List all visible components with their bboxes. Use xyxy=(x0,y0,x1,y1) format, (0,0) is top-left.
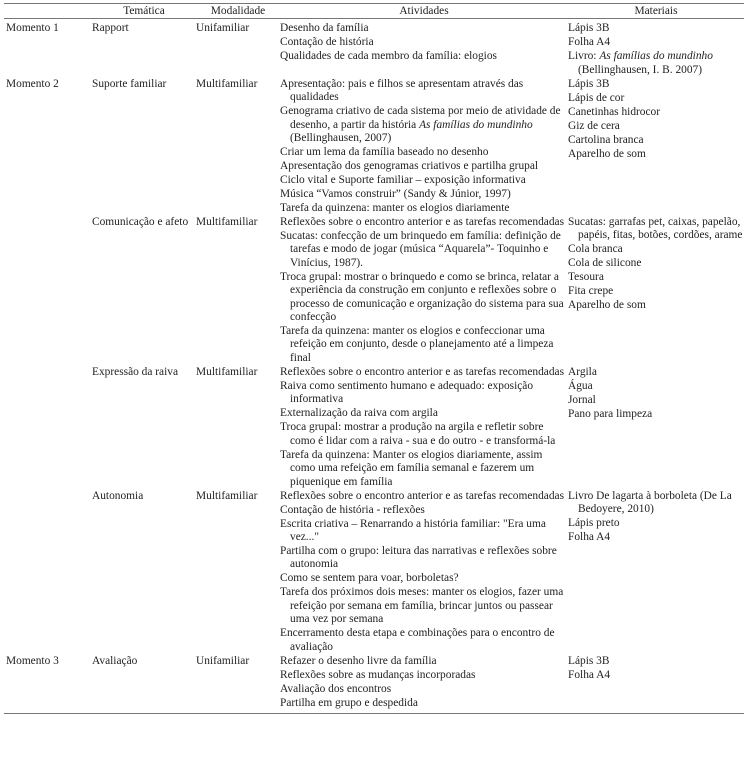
text-segment: Encerramento desta etapa e combinações para o encontro de avaliação xyxy=(280,627,555,653)
text-segment: Livro: xyxy=(568,50,600,63)
text-segment: Cartolina branca xyxy=(568,133,644,146)
text-segment: Contação de história - reflexões xyxy=(280,503,425,516)
tematica-cell: Avaliação xyxy=(92,654,138,667)
material-item xyxy=(568,216,744,243)
atividade-item xyxy=(280,188,568,201)
table-row xyxy=(4,78,744,216)
text-segment: Lápis 3B xyxy=(568,77,610,90)
materiais-cell xyxy=(568,655,744,714)
text-segment: Raiva como sentimento humano e adequado: exposição informativa xyxy=(280,379,534,406)
materiais-cell xyxy=(568,78,744,216)
text-segment: Troca grupal: mostrar o brinquedo e como se brinca, relatar a experiência da construção em conjunto e reflexões sobre o processo de comunicação e organização do sistema para sua confecção xyxy=(280,270,564,324)
tematica-cell: Comunicação e afeto xyxy=(92,216,189,229)
text-segment: Tesoura xyxy=(568,271,604,284)
momento-cell: Momento 3 xyxy=(6,654,59,667)
text-segment: Reflexões sobre o encontro anterior e as tarefas recomendadas xyxy=(280,489,565,502)
italic-title: As famílias do mundinho xyxy=(599,50,713,63)
atividades-cell xyxy=(280,19,568,78)
material-item xyxy=(568,299,744,312)
atividade-item xyxy=(280,160,568,173)
text-segment: Giz de cera xyxy=(568,119,620,132)
text-segment: Apresentação dos genogramas criativos e partilha grupal xyxy=(280,160,539,173)
table-row xyxy=(4,216,744,366)
text-segment: Sucatas: garrafas pet, caixas, papelão, papéis, fitas, botões, cordões, arame xyxy=(568,216,743,242)
text-segment: Fita crepe xyxy=(568,285,614,298)
table-row xyxy=(4,366,744,490)
modalidade-cell: Multifamiliar xyxy=(196,489,258,502)
material-item xyxy=(568,120,744,133)
atividade-item xyxy=(280,504,568,517)
atividade-item xyxy=(280,421,568,448)
session-plan-table xyxy=(4,3,744,714)
atividade-item xyxy=(280,325,568,365)
atividade-item xyxy=(280,50,568,63)
tematica-cell: Rapport xyxy=(92,22,129,35)
atividades-cell xyxy=(280,366,568,490)
text-segment: Lápis 3B xyxy=(568,22,610,35)
text-segment: Qualidades de cada membro da família: elogios xyxy=(280,50,497,63)
header-momento xyxy=(4,4,92,19)
material-item xyxy=(568,285,744,298)
modalidade-cell: Multifamiliar xyxy=(196,365,258,378)
atividade-item xyxy=(280,490,568,503)
atividade-item xyxy=(280,202,568,215)
atividade-item xyxy=(280,380,568,407)
text-segment: Refazer o desenho livre da família xyxy=(280,654,437,667)
text-segment: Jornal xyxy=(568,393,596,406)
text-segment: Externalização da raiva com argila xyxy=(280,407,438,420)
atividades-cell xyxy=(280,216,568,366)
tematica-cell: Suporte familiar xyxy=(92,77,167,90)
text-segment: Lápis preto xyxy=(568,516,620,529)
text-segment: Genograma criativo de cada sistema por meio de atividade de desenho, a partir da história xyxy=(280,105,561,131)
atividade-item xyxy=(280,22,568,35)
text-segment: Tarefa dos próximos dois meses: manter os elogios, fazer uma refeição por semana em família, brincar juntos ou passear uma vez por semana xyxy=(280,586,564,626)
text-segment: Cola branca xyxy=(568,243,623,256)
atividade-item xyxy=(280,407,568,420)
text-segment: Pano para limpeza xyxy=(568,407,653,420)
material-item xyxy=(568,669,744,682)
header-atividades: Atividades xyxy=(280,4,568,19)
material-item xyxy=(568,366,744,379)
material-item xyxy=(568,106,744,119)
text-segment: (Bellinghausen, I. B. 2007) xyxy=(578,63,703,76)
atividade-item xyxy=(280,105,568,145)
modalidade-cell: Unifamiliar xyxy=(196,22,250,35)
text-segment: Lápis de cor xyxy=(568,91,625,104)
text-segment: Aparelho de som xyxy=(568,299,646,312)
header-materiais: Materiais xyxy=(568,4,744,19)
atividade-item xyxy=(280,174,568,187)
atividade-item xyxy=(280,146,568,159)
text-segment: Ciclo vital e Suporte familiar – exposição informativa xyxy=(280,174,526,187)
text-segment: Água xyxy=(568,379,593,392)
text-segment: Tarefa da quinzena: Manter os elogios diariamente, assim como uma refeição em família semanal e fazerem um piquenique em família xyxy=(280,448,543,488)
atividade-item xyxy=(280,271,568,325)
text-segment: Tarefa da quinzena: manter os elogios e confeccionar uma refeição em conjunto, desde o planejamento até a limpeza final xyxy=(280,325,554,364)
atividades-cell xyxy=(280,78,568,216)
material-item xyxy=(568,271,744,284)
momento-cell: Momento 2 xyxy=(6,77,59,90)
text-segment: (Bellinghausen, 2007) xyxy=(290,132,392,145)
atividade-item xyxy=(280,366,568,379)
material-item xyxy=(568,78,744,91)
text-segment: Canetinhas hidrocor xyxy=(568,105,661,118)
text-segment: Folha A4 xyxy=(568,668,611,681)
atividade-item xyxy=(280,669,568,682)
modalidade-cell: Unifamiliar xyxy=(196,654,250,667)
atividade-item xyxy=(280,627,568,654)
modalidade-cell: Multifamiliar xyxy=(196,77,258,90)
materiais-cell xyxy=(568,19,744,78)
momento-cell xyxy=(4,490,92,655)
header-row xyxy=(4,4,744,19)
text-segment: Argila xyxy=(568,365,597,378)
atividade-item xyxy=(280,36,568,49)
material-item xyxy=(568,531,744,544)
text-segment: Folha A4 xyxy=(568,36,611,49)
material-item xyxy=(568,517,744,530)
atividade-item xyxy=(280,216,568,229)
atividade-item xyxy=(280,572,568,585)
text-segment: Como se sentem para voar, borboletas? xyxy=(280,572,459,585)
text-segment: Desenho da família xyxy=(280,22,369,35)
atividades-cell xyxy=(280,655,568,714)
text-segment: Reflexões sobre o encontro anterior e as tarefas recomendadas xyxy=(280,216,565,229)
material-item xyxy=(568,394,744,407)
text-segment: Apresentação: pais e filhos se apresentam através das qualidades xyxy=(280,77,524,104)
text-segment: Criar um lema da família baseado no desenho xyxy=(280,146,489,159)
material-item xyxy=(568,380,744,393)
text-segment: Reflexões sobre o encontro anterior e as tarefas recomendadas xyxy=(280,365,565,378)
text-segment: Partilha com o grupo: leitura das narrativas e reflexões sobre autonomia xyxy=(280,544,557,571)
material-item xyxy=(568,22,744,35)
momento-cell xyxy=(4,366,92,490)
modalidade-cell: Multifamiliar xyxy=(196,216,258,229)
momento-cell xyxy=(4,216,92,366)
text-segment: Lápis 3B xyxy=(568,654,610,667)
material-item xyxy=(568,408,744,421)
materiais-cell xyxy=(568,490,744,655)
atividade-item xyxy=(280,586,568,626)
material-item xyxy=(568,148,744,161)
material-item xyxy=(568,92,744,105)
table-row xyxy=(4,490,744,655)
text-segment: Avaliação dos encontros xyxy=(280,682,392,695)
material-item xyxy=(568,134,744,147)
text-segment: Tarefa da quinzena: manter os elogios diariamente xyxy=(280,202,510,215)
atividade-item xyxy=(280,230,568,270)
header-tematica: Temática xyxy=(92,4,196,19)
table-row xyxy=(4,19,744,78)
material-item xyxy=(568,655,744,668)
material-item xyxy=(568,243,744,256)
material-item xyxy=(568,257,744,270)
text-segment: Escrita criativa – Renarrando a história familiar: "Era uma vez..." xyxy=(280,517,546,543)
atividade-item xyxy=(280,683,568,696)
text-segment: Livro De lagarta à borboleta (De La Bedoyere, 2010) xyxy=(568,489,732,515)
atividade-item xyxy=(280,697,568,710)
header-modalidade: Modalidade xyxy=(196,4,280,19)
text-segment: Música “Vamos construir” (Sandy & Júnior, 1997) xyxy=(280,188,511,201)
text-segment: Cola de silicone xyxy=(568,257,642,270)
atividades-cell xyxy=(280,490,568,655)
text-segment: Sucatas: confecção de um brinquedo em família: definição de tarefas e modo de jogar (música “Aquarela”- Toquinho e Vinícius, 1987). xyxy=(280,230,561,269)
text-segment: Reflexões sobre as mudanças incorporadas xyxy=(280,668,476,681)
materiais-cell xyxy=(568,366,744,490)
atividade-item xyxy=(280,518,568,545)
table-row xyxy=(4,655,744,714)
text-segment: Contação de história xyxy=(280,36,374,49)
text-segment: Folha A4 xyxy=(568,530,611,543)
text-segment: Troca grupal: mostrar a produção na argila e refletir sobre como é lidar com a raiva - sua e do outro - e transformá-la xyxy=(280,421,556,447)
atividade-item xyxy=(280,449,568,489)
text-segment: Aparelho de som xyxy=(568,147,646,160)
atividade-item xyxy=(280,78,568,105)
momento-cell: Momento 1 xyxy=(6,22,59,35)
materiais-cell xyxy=(568,216,744,366)
tematica-cell: Expressão da raiva xyxy=(92,365,179,378)
material-item xyxy=(568,50,744,77)
atividade-item xyxy=(280,545,568,572)
italic-title: As famílias do mundinho xyxy=(419,118,533,131)
text-segment: Partilha em grupo e despedida xyxy=(280,696,418,709)
atividade-item xyxy=(280,655,568,668)
material-item xyxy=(568,36,744,49)
tematica-cell: Autonomia xyxy=(92,489,144,502)
material-item xyxy=(568,490,744,517)
document-page xyxy=(4,3,742,714)
